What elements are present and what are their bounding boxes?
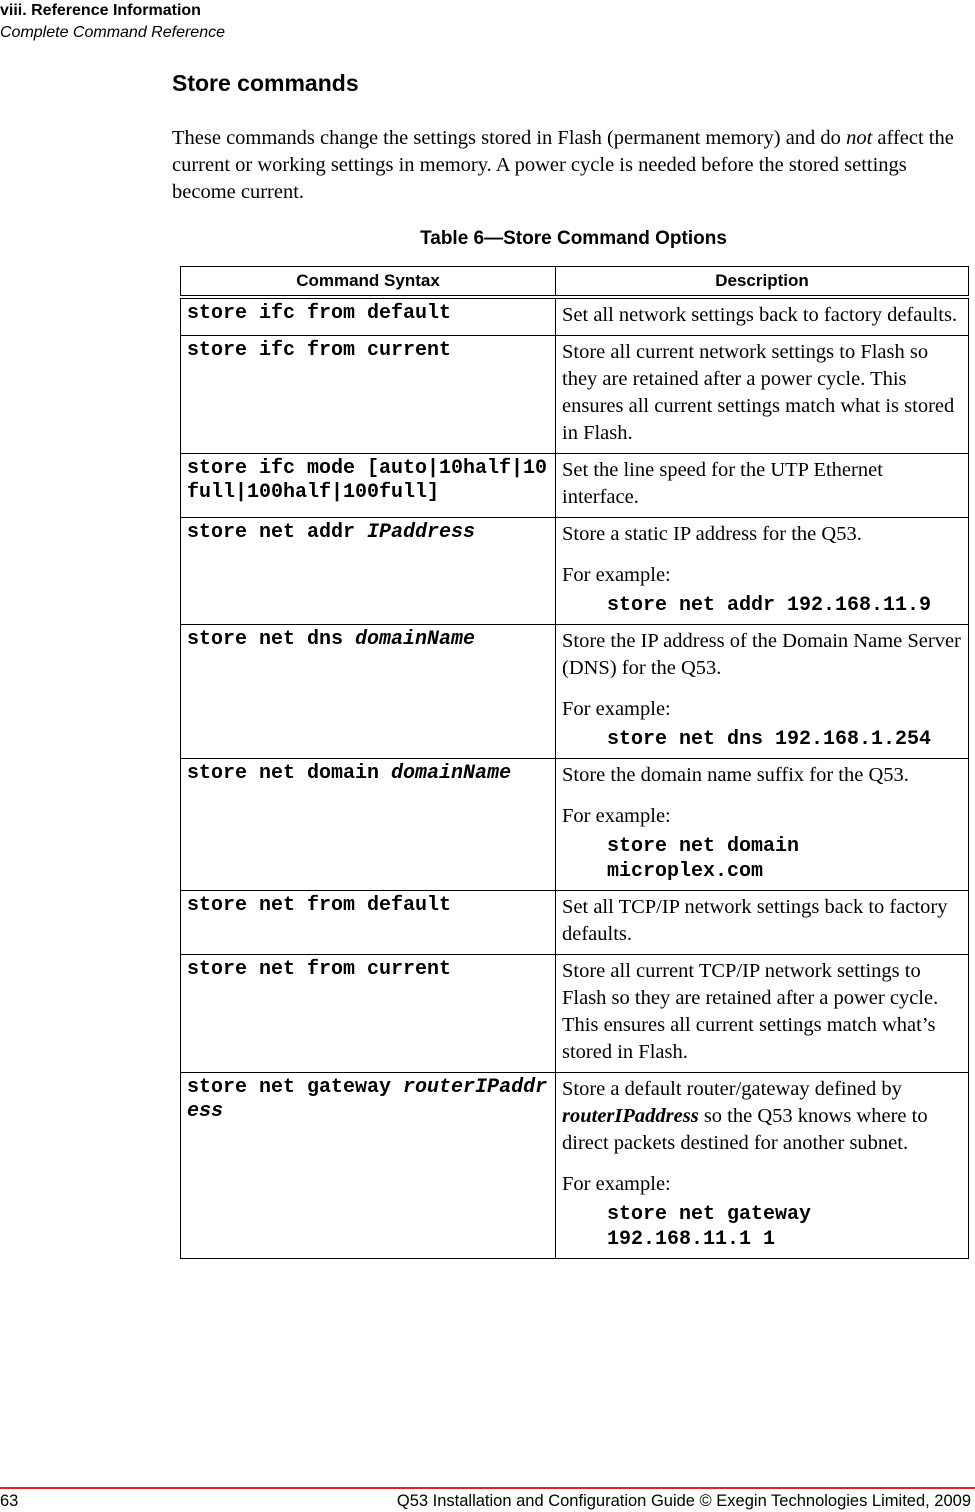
description-text: [562, 1076, 962, 1157]
command-argument: routerIPaddress: [187, 1076, 548, 1123]
command-description: [556, 955, 969, 1073]
table-row: [181, 336, 969, 454]
intro-text-1: These commands change the settings stored in Flash (permanent memory) and do: [172, 127, 847, 149]
example-line: store net gateway: [607, 1203, 812, 1226]
table-row: [181, 297, 969, 336]
description-text: Store a static IP address for the Q53.: [562, 523, 862, 545]
command-description: [556, 518, 969, 625]
table-row: [181, 955, 969, 1073]
command-argument: domainName: [391, 762, 512, 785]
intro-text-2: affect the current or working settings in memory. A power cycle is needed before the stored settings become current.: [172, 127, 954, 203]
table-row: [181, 891, 969, 955]
command-argument: domainName: [355, 628, 476, 651]
store-command-table: [180, 266, 969, 1259]
footer-document-title: Q53 Installation and Configuration Guide © Exegin Technologies Limited, 2009: [396, 1492, 971, 1510]
table-row: [181, 454, 969, 518]
description-text: Set all network settings back to factory defaults.: [562, 304, 958, 326]
command-description: [556, 759, 969, 891]
description-text: Set the line speed for the UTP Ethernet interface.: [562, 459, 883, 508]
example-line: store net domain: [607, 835, 800, 858]
running-header: [0, 0, 225, 44]
command-syntax: [181, 759, 556, 891]
description-text: Store all current TCP/IP network settings to Flash so they are retained after a power cycle. This ensures all current settings match what’s stored in Flash.: [562, 960, 939, 1063]
header-subsection: Complete Command Reference: [0, 24, 225, 41]
section-title: Store commands: [172, 70, 359, 96]
description-text: Store the domain name suffix for the Q53.: [562, 764, 909, 786]
example-code: [562, 834, 962, 884]
example-code: [562, 727, 962, 752]
example-line: store net dns 192.168.1.254: [607, 728, 932, 751]
table-row: [181, 625, 969, 759]
description-text: Store all current network settings to Flash so they are retained after a power cycle. This ensures all current settings match what is stored in Flash.: [562, 341, 955, 444]
example-label: For example:: [562, 698, 671, 720]
description-text-pre: Store a default router/gateway defined by: [562, 1078, 902, 1100]
column-header-syntax: Command Syntax: [181, 267, 556, 298]
example-line: store net addr 192.168.11.9: [607, 594, 932, 617]
example-code: [562, 1202, 962, 1252]
footer-rule: [0, 1487, 975, 1489]
command-description: [556, 297, 969, 336]
command-syntax: [181, 1073, 556, 1259]
header-section: viii. Reference Information: [0, 2, 201, 19]
command-syntax: store ifc mode [auto|10half|10full|100half|100full]: [181, 454, 556, 518]
command-syntax: store ifc from current: [181, 336, 556, 454]
column-header-description: Description: [556, 267, 969, 298]
description-emphasis: routerIPaddress: [562, 1105, 699, 1127]
command-keyword: store net domain: [187, 762, 392, 785]
command-keyword: store net gateway: [187, 1076, 404, 1099]
example-label: For example:: [562, 1173, 671, 1195]
command-description: [556, 1073, 969, 1259]
description-text-post: so the Q53 knows where to direct packets destined for another subnet.: [562, 1105, 928, 1154]
command-syntax: [181, 518, 556, 625]
description-text: Set all TCP/IP network settings back to factory defaults.: [562, 896, 948, 945]
command-description: [556, 625, 969, 759]
command-description: [556, 336, 969, 454]
command-syntax: store ifc from default: [181, 297, 556, 336]
command-description: [556, 891, 969, 955]
example-code: [562, 593, 962, 618]
command-argument: IPaddress: [367, 521, 476, 544]
example-line: 192.168.11.1 1: [607, 1228, 776, 1251]
table-row: [181, 518, 969, 625]
description-text: Store the IP address of the Domain Name Server (DNS) for the Q53.: [562, 630, 961, 679]
example-line: microplex.com: [607, 860, 764, 883]
table-row: [181, 759, 969, 891]
command-syntax: store net from default: [181, 891, 556, 955]
intro-emphasis: not: [846, 127, 873, 149]
command-description: [556, 454, 969, 518]
table-caption: Table 6—Store Command Options: [420, 228, 727, 249]
table-header-row: [181, 267, 969, 298]
command-keyword: store net dns: [187, 628, 356, 651]
table-row: [181, 1073, 969, 1259]
command-syntax: [181, 625, 556, 759]
example-label: For example:: [562, 805, 671, 827]
intro-paragraph: [172, 125, 962, 206]
page-number: 63: [0, 1492, 19, 1510]
command-keyword: store net addr: [187, 521, 368, 544]
command-syntax: store net from current: [181, 955, 556, 1073]
example-label: For example:: [562, 564, 671, 586]
